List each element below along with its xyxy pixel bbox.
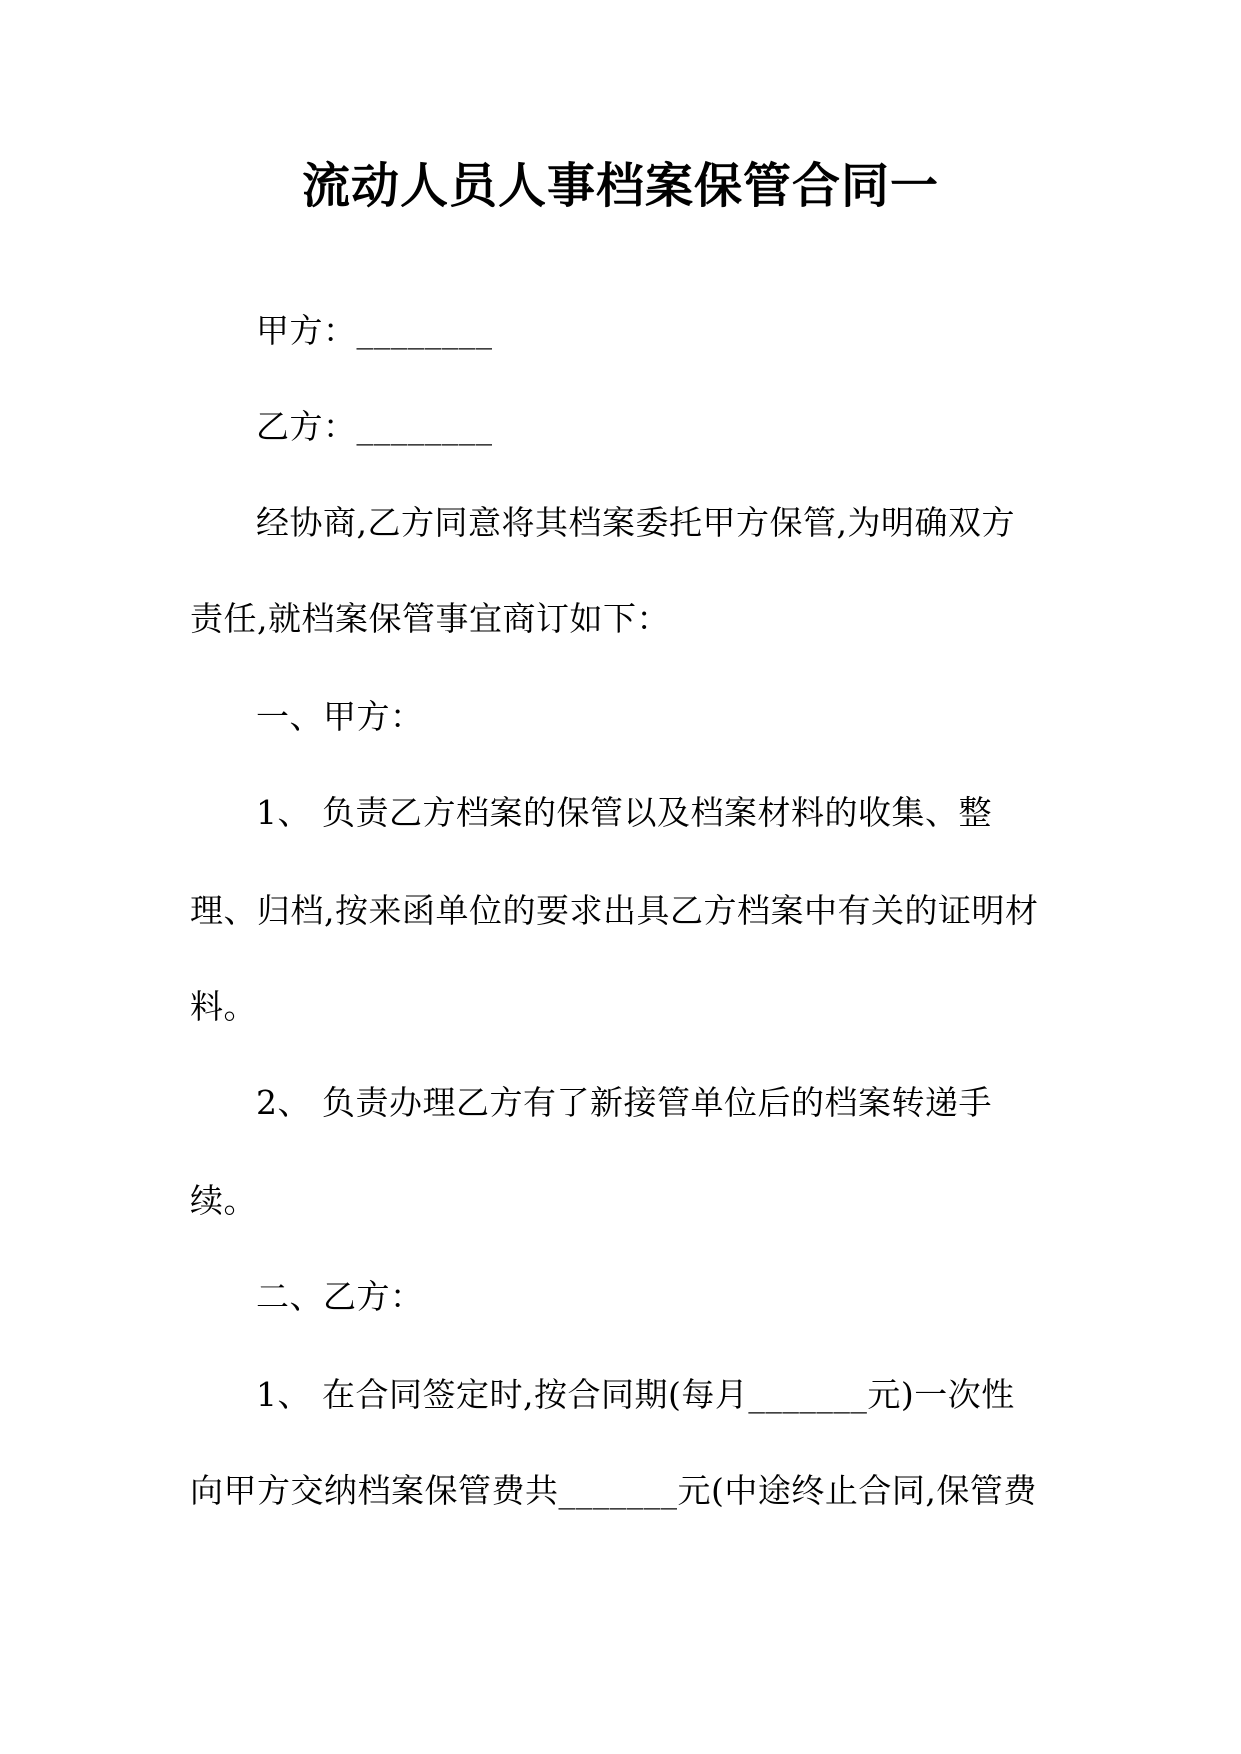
party-b-line: 乙方：________ xyxy=(256,407,493,446)
section-two-heading: 二、乙方： xyxy=(256,1277,424,1316)
clause-1-1-line-3: 料。 xyxy=(190,987,257,1026)
clause-1-2-line-2: 续。 xyxy=(190,1181,257,1220)
clause-1-1-line-2: 理、归档,按来函单位的要求出具乙方档案中有关的证明材 xyxy=(190,891,1039,930)
party-a-line: 甲方：________ xyxy=(256,311,493,350)
clause-2-1-line-1: 1、 在合同签定时,按合同期(每月_______元)一次性 xyxy=(256,1375,1015,1414)
clause-1-1-line-1: 1、 负责乙方档案的保管以及档案材料的收集、整 xyxy=(256,793,992,832)
preamble-line-1: 经协商,乙方同意将其档案委托甲方保管,为明确双方 xyxy=(256,503,1015,542)
section-one-heading: 一、甲方： xyxy=(256,697,424,736)
preamble-line-2: 责任,就档案保管事宜商订如下： xyxy=(190,599,670,638)
document-title: 流动人员人事档案保管合同一 xyxy=(301,158,939,214)
clause-2-1-line-2: 向甲方交纳档案保管费共_______元(中途终止合同,保管费 xyxy=(190,1471,1037,1510)
clause-1-2-line-1: 2、 负责办理乙方有了新接管单位后的档案转递手 xyxy=(256,1083,992,1122)
